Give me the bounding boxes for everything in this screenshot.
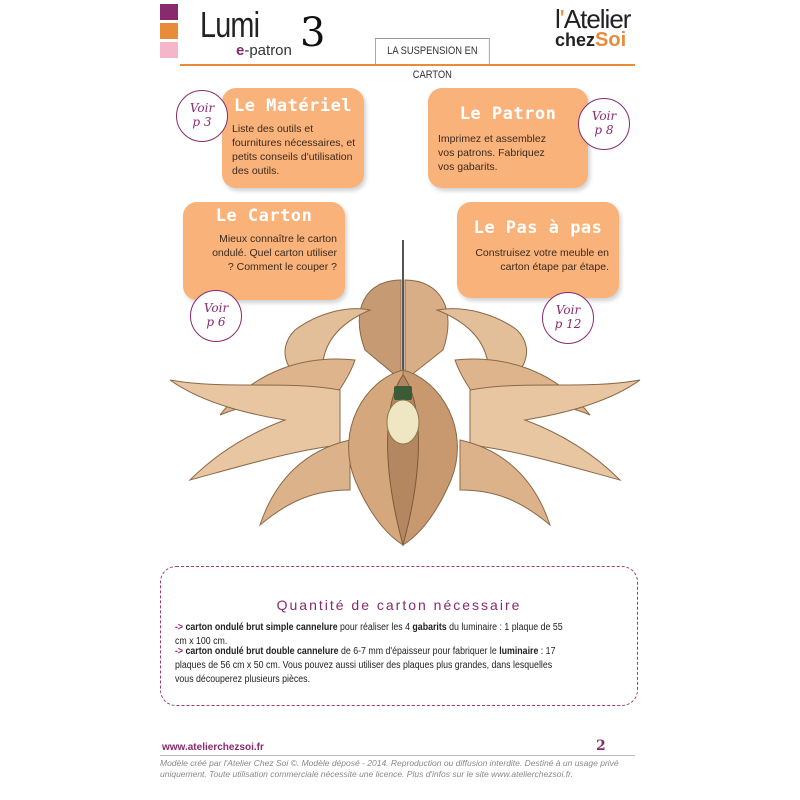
materiel-box [222,88,364,188]
qty-line1-bold1: carton ondulé brut simple cannelure [185,622,338,633]
document-subtitle [236,42,292,59]
carton-text: Mieux connaître le carton ondulé. Quel carton utiliser ? Comment le couper ? [212,233,337,273]
qty-line2-end: : 17 plaques de 56 cm x 50 cm. Vous pouvez aussi utiliser des plaques plus grandes, dans lesquelles vous découperez plusieurs pièces. [175,646,556,685]
voir-label: Voir [203,301,229,315]
materiel-title: Le Matériel [233,96,353,116]
qty-line2-mid: de 6-7 mm d'épaisseur pour fabriquer le [338,646,500,657]
header-tag: LA SUSPENSION EN CARTON [375,38,490,64]
color-square-purple [160,4,178,20]
voir-page: p 12 [554,317,582,331]
lamp-top-fin-right [405,280,448,380]
pasapas-text: Construisez votre meuble en carton étape par étape. [475,247,609,273]
lamp-socket [394,386,412,400]
patron-page-link[interactable] [578,98,630,150]
header-color-squares [160,4,178,61]
qty-line1-end: du luminaire : 1 plaque de 55 cm x 100 cm. [175,622,563,647]
logo-soi: Soi [595,29,627,51]
voir-page: p 8 [594,123,614,137]
document-title: Lumi [200,4,260,45]
materiel-text: Liste des outils et fournitures nécessaires, et petits conseils d'utilisation des outils. [232,123,356,177]
footer-legal-text: Modèle créé par l'Atelier Chez Soi ©. Modèle déposé - 2014. Reproduction ou diffusion interdite. Destiné à un usage privé uniquement. Toute utilisation commerciale nécessite une licence. Plus d'infos sur le site www.atelierchezsoi.fr. [160,758,619,779]
cardboard-lamp-illustration [165,240,645,560]
logo-atelier: Atelier [563,4,631,34]
voir-page: p 6 [206,315,226,329]
logo-apostrophe: ' [559,4,564,34]
header-divider [180,64,635,66]
pasapas-title: Le Pas à pas [473,218,603,238]
voir-label: Voir [591,109,617,123]
quantity-title: Quantité de carton nécessaire [276,597,522,613]
arrow-icon: -> [175,622,184,633]
arrow-icon: -> [175,646,184,657]
color-square-pink [160,42,178,58]
qty-line1-bold2: gabarits [412,622,447,633]
lamp-top-fin-left [359,280,401,380]
materiel-page-link[interactable] [176,90,228,142]
document-number: 3 [300,10,326,56]
quantity-line-2 [175,645,573,687]
footer-url-link[interactable]: www.atelierchezsoi.fr [162,742,264,753]
qty-line2-bold2: luminaire [499,646,539,657]
subtitle-rest: -patron [244,42,292,59]
color-square-orange [160,23,178,39]
qty-line2-bold1: carton ondulé brut double cannelure [185,646,339,657]
quantity-panel [160,566,638,706]
patron-title: Le Patron [459,104,557,124]
page-number: 2 [596,738,606,754]
patron-text: Imprimez et assemblez vos patrons. Fabriquez vos gabarits. [438,133,546,173]
patron-box [428,88,588,188]
logo-chez: chez [555,30,596,50]
voir-label: Voir [189,101,215,115]
subtitle-accent: e [236,42,245,59]
logo-l: l [555,4,560,34]
lamp-bulb [387,400,419,444]
voir-page: p 3 [192,115,212,129]
qty-line1-mid: pour réaliser les 4 [337,622,413,633]
voir-label: Voir [555,303,581,317]
brand-logo [555,4,640,52]
footer-divider [160,755,635,756]
carton-title: Le Carton [215,206,313,226]
